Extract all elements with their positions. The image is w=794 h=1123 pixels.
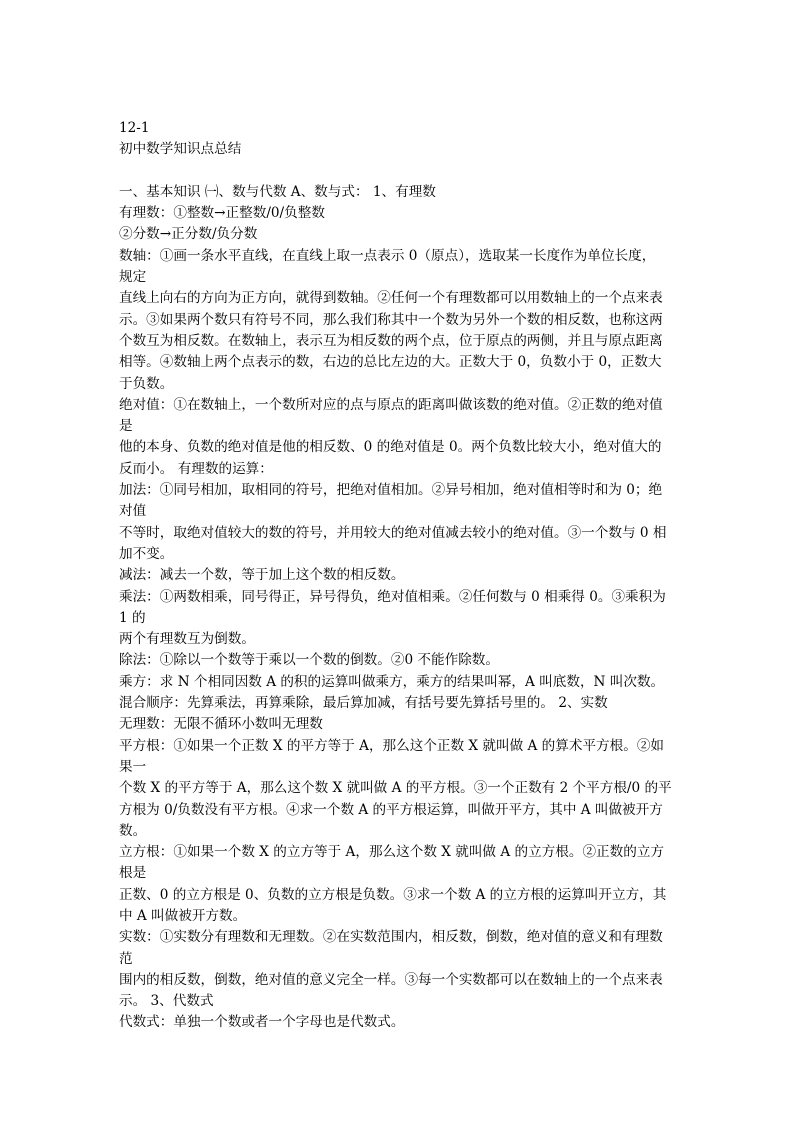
text-line: 代数式：单独一个数或者一个字母也是代数式。 bbox=[119, 1014, 405, 1031]
text-line: 加不变。 bbox=[119, 545, 174, 562]
text-line: 正数、0 的立方根是 0、负数的立方根是负数。③求一个数 A 的立方根的运算叫开立方，其 bbox=[119, 886, 667, 903]
text-line: 实数：①实数分有理数和无理数。②在实数范围内，相反数，倒数，绝对值的意义和有理数 bbox=[119, 929, 663, 946]
text-line: 无理数：无限不循环小数叫无理数 bbox=[119, 716, 323, 733]
text-line: 示。 3、代数式 bbox=[119, 993, 214, 1010]
text-line: 是 bbox=[119, 418, 133, 435]
text-line: 个数互为相反数。在数轴上，表示互为相反数的两个点，位于原点的两侧，并且与原点距离 bbox=[119, 332, 663, 349]
text-line: 对值 bbox=[119, 503, 147, 520]
text-line: 中 A 叫做被开方数。 bbox=[119, 907, 247, 924]
text-line: 他的本身、负数的绝对值是他的相反数、0 的绝对值是 0。两个负数比较大小，绝对值大的 bbox=[119, 439, 662, 456]
text-line: 相等。④数轴上两个点表示的数，右边的总比左边的大。正数大于 0，负数小于 0，正数大 bbox=[119, 354, 662, 371]
text-line: 直线上向右的方向为正方向，就得到数轴。②任何一个有理数都可以用数轴上的一个点来表 bbox=[119, 290, 663, 307]
text-line: 果一 bbox=[119, 758, 147, 775]
text-line: 1 的 bbox=[119, 609, 146, 626]
text-line: 范 bbox=[119, 950, 133, 967]
text-line: 数轴：①画一条水平直线，在直线上取一点表示 0（原点），选取某一长度作为单位长度， bbox=[119, 247, 656, 264]
blank-line bbox=[119, 161, 679, 182]
text-line: 围内的相反数，倒数，绝对值的意义完全一样。③每一个实数都可以在数轴上的一个点来表 bbox=[119, 971, 663, 988]
document-title: 初中数学知识点总结 bbox=[119, 141, 242, 158]
text-line: 绝对值：①在数轴上，一个数所对应的点与原点的距离叫做该数的绝对值。②正数的绝对值 bbox=[119, 396, 663, 413]
text-line: 数。 bbox=[119, 822, 147, 839]
page-number: 12-1 bbox=[119, 120, 150, 136]
text-line: 有理数：①整数→正整数/0/负整数 bbox=[119, 205, 325, 222]
text-line: 加法：①同号相加，取相同的符号，把绝对值相加。②异号相加，绝对值相等时和为 0；绝 bbox=[119, 482, 663, 499]
text-line: 方根为 0/负数没有平方根。④求一个数 A 的平方根运算，叫做开平方，其中 A 叫做被开方 bbox=[119, 801, 663, 818]
text-line: ②分数→正分数/负分数 bbox=[119, 226, 258, 243]
text-line: 除法：①除以一个数等于乘以一个数的倒数。②0 不能作除数。 bbox=[119, 652, 499, 669]
text-line: 立方根：①如果一个数 X 的立方等于 A，那么这个数 X 就叫做 A 的立方根。②正数的立方 bbox=[119, 844, 665, 861]
text-line: 减法：减去一个数，等于加上这个数的相反数。 bbox=[119, 567, 405, 584]
text-line: 规定 bbox=[119, 269, 147, 286]
section-heading: 一、基本知识 ㈠、数与代数 A、数与式： 1、有理数 bbox=[119, 183, 436, 200]
text-line: 平方根：①如果一个正数 X 的平方等于 A，那么这个正数 X 就叫做 A 的算术平方根。②如 bbox=[119, 737, 665, 754]
text-line: 不等时，取绝对值较大的数的符号，并用较大的绝对值减去较小的绝对值。③一个数与 0 相 bbox=[119, 524, 667, 541]
document-page bbox=[119, 118, 679, 1034]
text-line: 个数 X 的平方等于 A，那么这个数 X 就叫做 A 的平方根。③一个正数有 2 个平方根/0 的平 bbox=[119, 780, 672, 797]
text-line: 两个有理数互为倒数。 bbox=[119, 631, 255, 648]
text-line: 反而小。 有理数的运算： bbox=[119, 460, 273, 477]
text-line: 根是 bbox=[119, 865, 147, 882]
text-line: 乘方：求 N 个相同因数 A 的积的运算叫做乘方，乘方的结果叫幂，A 叫底数，N 叫次数。 bbox=[119, 673, 665, 690]
text-line: 乘法：①两数相乘，同号得正，异号得负，绝对值相乘。②任何数与 0 相乘得 0。③乘积为 bbox=[119, 588, 666, 605]
text-line: 混合顺序：先算乘法，再算乘除，最后算加减，有括号要先算括号里的。 2、实数 bbox=[119, 695, 608, 712]
text-line: 于负数。 bbox=[119, 375, 174, 392]
text-line: 示。③如果两个数只有符号不同，那么我们称其中一个数为另外一个数的相反数，也称这两 bbox=[119, 311, 663, 328]
